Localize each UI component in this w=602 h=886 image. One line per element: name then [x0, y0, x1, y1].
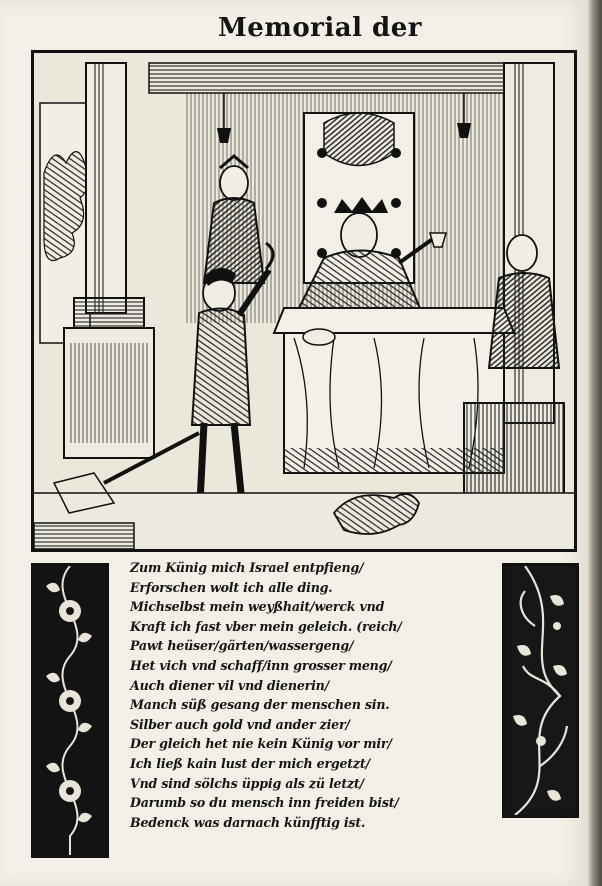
vine-border-icon	[505, 566, 576, 815]
verse-line: Michselbst mein weyßhait/werck vnd	[130, 599, 385, 615]
woodcut-illustration-icon	[34, 53, 574, 549]
verse-line: Der gleich het nie kein Künig vor mir/	[130, 736, 392, 752]
running-title: Memorial der	[218, 13, 422, 43]
right-ornamental-border	[502, 563, 579, 818]
verse-line: Pawt heüser/gärten/wassergeng/	[130, 638, 354, 654]
floral-border-icon	[34, 566, 106, 855]
verse-line: Manch süß gesang der menschen sin.	[130, 697, 390, 713]
left-ornamental-border	[31, 563, 109, 858]
verse-line: Bedenck was darnach künfftig ist.	[130, 814, 366, 830]
woodcut-illustration	[31, 50, 577, 552]
verse-line: Ich ließ kain lust der mich ergetzt/	[130, 755, 370, 771]
verse-text	[130, 558, 490, 832]
verse-line: Vnd sind sölchs üppig als zü letzt/	[130, 775, 364, 791]
verse-line: Auch diener vil vnd dienerin/	[130, 677, 330, 693]
verse-line: Darumb so du mensch inn freiden bist/	[130, 795, 399, 811]
verse-line: Het vich vnd schaff/inn grosser meng/	[130, 657, 392, 673]
verse-line: Zum Künig mich Israel entpfieng/	[130, 560, 364, 575]
verse-line: Silber auch gold vnd ander zier/	[130, 716, 350, 732]
verse-line: Erforschen wolt ich alle ding.	[130, 579, 333, 595]
verse-line: Kraft ich fast vber mein geleich. (reich/	[130, 618, 402, 634]
book-page-edge	[588, 0, 602, 886]
